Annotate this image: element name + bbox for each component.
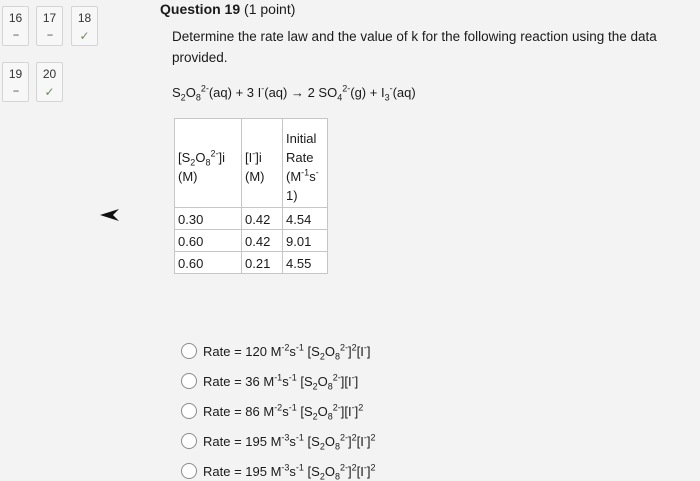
table-header-row <box>175 119 328 208</box>
table-cell: 0.42 <box>242 208 283 230</box>
nav-number: 20 <box>42 67 57 81</box>
reaction-equation: $S_2O_8^{2-}(aq) + 3$ I-(aq) → 2 $SO_4^{2-}(g) + I_3^-(aq)$ <box>172 83 416 103</box>
nav-status-dash: -- <box>46 29 53 41</box>
radio-button[interactable] <box>181 403 197 419</box>
nav-number: 18 <box>77 11 92 25</box>
nav-number: 16 <box>8 11 23 25</box>
question-nav-17[interactable] <box>36 6 63 46</box>
nav-status-dash: -- <box>12 85 19 97</box>
answer-option-3[interactable] <box>181 396 376 426</box>
option-label: Rate = 36 $M^{-1}s^{-1}$ $[S_2O_8^{2-}][I^-]$ <box>203 372 359 392</box>
table-cell: 0.60 <box>175 252 242 274</box>
nav-status-dash: -- <box>12 29 19 41</box>
answer-option-2[interactable] <box>181 366 376 396</box>
nav-number: 17 <box>42 11 57 25</box>
question-nav-16[interactable] <box>2 6 29 46</box>
mouse-pointer-icon <box>99 208 121 222</box>
option-label: Rate = 195 $M^{-3}s^{-1}$ $[S_2O_8^{2-}]^2[I^-]^2$ <box>203 462 376 481</box>
answer-option-4[interactable] <box>181 426 376 456</box>
header-initial-rate: Initial Rate ($M^{-1}s^-$ 1) <box>283 119 328 208</box>
table-row <box>175 252 328 274</box>
rate-data-table <box>174 118 328 274</box>
radio-button[interactable] <box>181 463 197 479</box>
table-cell: 0.30 <box>175 208 242 230</box>
table-row <box>175 208 328 230</box>
table-cell: 4.54 <box>283 208 328 230</box>
table-cell: 9.01 <box>283 230 328 252</box>
radio-button[interactable] <box>181 373 197 389</box>
nav-number: 19 <box>8 67 23 81</box>
answer-option-5[interactable] <box>181 456 376 481</box>
header-s2o8: $[S_2O_8^{2-}]i$ (M) <box>175 119 242 208</box>
check-icon: ✓ <box>44 85 55 99</box>
question-title <box>160 1 295 17</box>
option-label: Rate = 195 $M^{-3}s^{-1}$ $[S_2O_8^{2-}]^2[I^-]^2$ <box>203 432 376 452</box>
question-prompt: Determine the rate law and the value of k for the following reaction using the data provided. <box>172 29 657 65</box>
radio-button[interactable] <box>181 433 197 449</box>
header-iodide: [I-]i (M) <box>242 119 283 208</box>
question-nav-20[interactable] <box>36 62 63 102</box>
question-nav-18[interactable] <box>71 6 98 46</box>
option-label: Rate = 120 $M^{-2}s^{-1}$ $[S_2O_8^{2-}]^2[I^-]$ <box>203 342 371 362</box>
question-number: Question 19 <box>160 1 241 17</box>
table-cell: 0.60 <box>175 230 242 252</box>
answer-options <box>181 336 376 481</box>
radio-button[interactable] <box>181 343 197 359</box>
answer-option-1[interactable] <box>181 336 376 366</box>
question-nav-19[interactable] <box>2 62 29 102</box>
check-icon: ✓ <box>79 29 90 43</box>
table-cell: 0.21 <box>242 252 283 274</box>
table-row <box>175 230 328 252</box>
table-cell: 0.42 <box>242 230 283 252</box>
table-cell: 4.55 <box>283 252 328 274</box>
question-points: (1 point) <box>244 1 296 17</box>
option-label: Rate = 86 $M^{-2}s^{-1}$ $[S_2O_8^{2-}][I^-]^2$ <box>203 402 364 422</box>
